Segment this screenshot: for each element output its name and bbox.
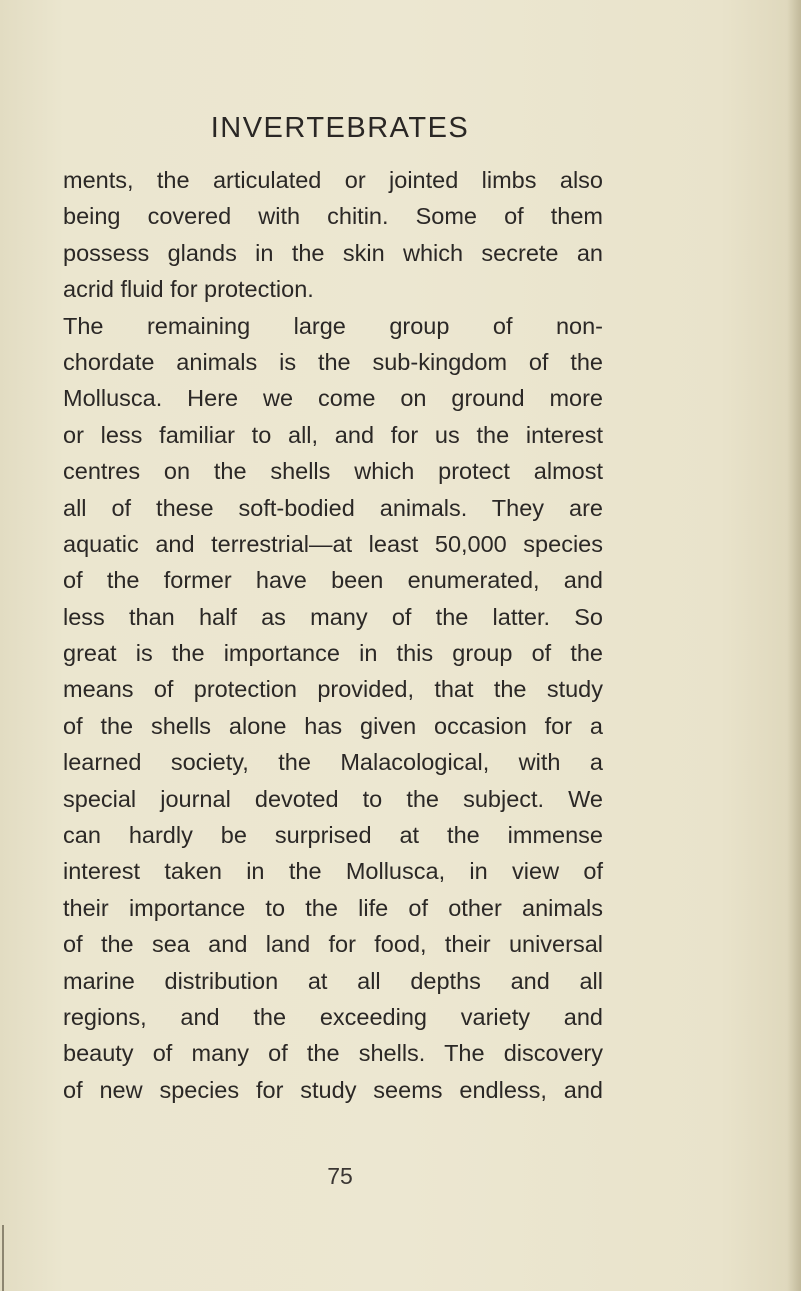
text-line: acrid fluid for protection. [63,276,314,303]
text-line: great is the importance in this group of the [63,640,603,667]
text-line: of new species for study seems endless, and [63,1076,603,1103]
text-line: The remaining large group of non- [63,312,603,339]
text-line: their importance to the life of other animals [63,894,603,921]
text-line: centres on the shells which protect almost [63,458,603,485]
body-text [63,162,603,1108]
text-line: of the shells alone has given occasion for a [63,712,603,739]
text-line: less than half as many of the latter. So [63,603,603,630]
text-line: learned society, the Malacological, with a [63,749,603,776]
text-line: special journal devoted to the subject. We [63,785,603,812]
text-line: means of protection provided, that the study [63,676,603,703]
page-edge-shadow [787,0,801,1291]
text-line: interest taken in the Mollusca, in view of [63,858,603,885]
text-line: all of these soft-bodied animals. They are [63,494,603,521]
running-header: INVERTEBRATES [210,112,470,144]
text-line: possess glands in the skin which secrete an [63,239,603,266]
text-line: beauty of many of the shells. The discovery [63,1040,603,1067]
text-line: being covered with chitin. Some of them [63,203,603,230]
text-line: aquatic and terrestrial—at least 50,000 species [63,530,603,557]
text-line: of the former have been enumerated, and [63,567,603,594]
text-line: can hardly be surprised at the immense [63,822,603,849]
text-line: Mollusca. Here we come on ground more [63,385,603,412]
text-line: chordate animals is the sub-kingdom of the [63,348,603,375]
page-number: 75 [327,1163,353,1189]
text-line: ments, the articulated or jointed limbs also [63,167,603,193]
text-line: of the sea and land for food, their universal [63,931,603,958]
text-line: marine distribution at all depths and all [63,967,603,994]
page-margin-mark [2,1225,4,1291]
text-line: or less familiar to all, and for us the interest [63,421,603,448]
text-line: regions, and the exceeding variety and [63,1003,603,1030]
